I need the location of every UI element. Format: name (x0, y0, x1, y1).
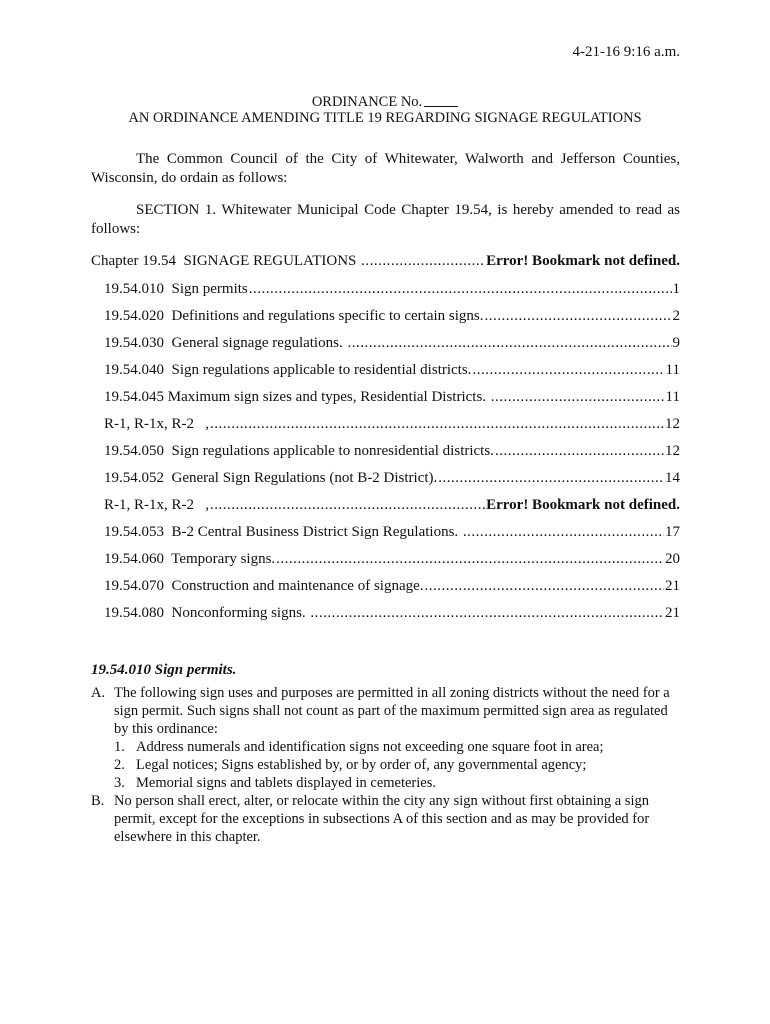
ordinance-number-blank (424, 106, 458, 107)
toc-entry-page: 12 (665, 443, 680, 459)
toc-entry-title: 19.54.060 Temporary signs. (104, 551, 276, 567)
toc-entry-title: 19.54.070 Construction and maintenance of signage. (104, 578, 424, 594)
toc-entry-title: 19.54.010 Sign permits (104, 281, 248, 297)
toc-entry[interactable] (104, 279, 680, 299)
sub-item-label: 2. (114, 757, 125, 773)
ordinance-number-label: ORDINANCE No. (311, 94, 423, 110)
sub-item-label: 1. (114, 739, 125, 755)
sub-item-text: Legal notices; Signs established by, or by order of, any governmental agency; (136, 757, 587, 773)
toc-entry[interactable] (104, 387, 680, 407)
toc-leader-dots (347, 333, 671, 353)
toc-entry-page: Error! Bookmark not defined. (486, 497, 680, 513)
draft-timestamp: 4-21-16 9:16 a.m. (572, 44, 680, 60)
toc-leader-dots (276, 549, 664, 569)
toc-entry-title: 19.54.050 Sign regulations applicable to nonresidential districts. (104, 443, 494, 459)
toc-entry[interactable] (104, 495, 680, 515)
toc-chapter-entry[interactable] (91, 251, 680, 271)
preamble-paragraph: The Common Council of the City of Whitewater, Walworth and Jefferson Counties, Wisconsin, do ordain as follows: (91, 151, 680, 186)
toc-leader-dots (438, 468, 664, 488)
toc-entry-title: 19.54.030 General signage regulations. (104, 335, 347, 351)
toc-leader-dots (491, 387, 665, 407)
toc-entry[interactable] (104, 360, 680, 380)
toc-entry[interactable] (104, 414, 680, 434)
toc-entry[interactable] (104, 576, 680, 596)
toc-entry[interactable] (104, 306, 680, 326)
toc-entry[interactable] (104, 333, 680, 353)
toc-entry-page: 21 (665, 605, 680, 621)
sub-item-label: 3. (114, 775, 125, 791)
sub-item-text: Memorial signs and tablets displayed in cemeteries. (136, 775, 436, 791)
toc-entry-title: 19.54.080 Nonconforming signs. (104, 605, 310, 621)
toc-entry-title: R-1, R-1x, R-2 , (104, 497, 209, 513)
sub-item (114, 774, 680, 792)
toc-leader-dots (485, 306, 672, 326)
toc-leader-dots (361, 251, 485, 271)
toc-entry-page: 1 (672, 281, 680, 297)
toc-entry-page: 2 (672, 308, 680, 324)
section-heading: 19.54.010 Sign permits. (91, 662, 237, 678)
toc-entry-page: 14 (665, 470, 680, 486)
toc-entry-page: 9 (672, 335, 680, 351)
list-item-b (91, 792, 680, 846)
section-1-paragraph: SECTION 1. Whitewater Municipal Code Chapter 19.54, is hereby amended to read as follows: (91, 202, 680, 237)
toc-leader-dots (310, 603, 664, 623)
toc-entry-page: 20 (665, 551, 680, 567)
list-item-label: A. (91, 685, 106, 701)
toc-entry[interactable] (104, 603, 680, 623)
toc-leader-dots (463, 522, 664, 542)
toc-entry[interactable] (104, 468, 680, 488)
sub-item-text: Address numerals and identification signs not exceeding one square foot in area; (136, 739, 604, 755)
toc-entry-page: Error! Bookmark not defined. (486, 253, 680, 269)
toc-entry-title: 19.54.020 Definitions and regulations specific to certain signs. (104, 308, 484, 324)
toc-entry[interactable] (104, 549, 680, 569)
ordinance-number-line (0, 94, 770, 111)
list-item-text: The following sign uses and purposes are permitted in all zoning districts without the need for a sign permit. Such signs shall not count as part of the maximum permitted sign area as regulated by this ordinance: (114, 685, 670, 737)
toc-entry-page: 11 (665, 362, 680, 378)
toc-entry-title: 19.54.052 General Sign Regulations (not B-2 District). (104, 470, 438, 486)
section-list (91, 684, 680, 846)
toc-entry-title: 19.54.045 Maximum sign sizes and types, Residential Districts. (104, 389, 490, 405)
toc-entry[interactable] (104, 441, 680, 461)
toc-entry-title: R-1, R-1x, R-2 , (104, 416, 209, 432)
toc-leader-dots (210, 495, 485, 515)
toc-entry-page: 17 (665, 524, 680, 540)
list-item-text: No person shall erect, alter, or relocate within the city any sign without first obtaining a sign permit, except for the exceptions in subsections A of this section and as may be provided for elsewhere in this chapter. (114, 793, 650, 845)
toc-entry-title: 19.54.053 B-2 Central Business District Sign Regulations. (104, 524, 462, 540)
list-item-a (91, 684, 680, 792)
sub-item (114, 738, 680, 756)
toc-entry[interactable] (104, 522, 680, 542)
toc-entry-page: 12 (665, 416, 680, 432)
sub-item (114, 756, 680, 774)
toc-leader-dots (425, 576, 664, 596)
toc-entry-title: Chapter 19.54 SIGNAGE REGULATIONS (91, 253, 361, 269)
list-item-label: B. (91, 793, 105, 809)
toc-entry-page: 11 (665, 389, 680, 405)
toc-entry-page: 21 (665, 578, 680, 594)
toc-leader-dots (495, 441, 664, 461)
toc-leader-dots (210, 414, 664, 434)
toc-entry-title: 19.54.040 Sign regulations applicable to residential districts. (104, 362, 472, 378)
toc-leader-dots (472, 360, 664, 380)
ordinance-title: AN ORDINANCE AMENDING TITLE 19 REGARDING SIGNAGE REGULATIONS (128, 110, 642, 126)
toc-leader-dots (249, 279, 672, 299)
